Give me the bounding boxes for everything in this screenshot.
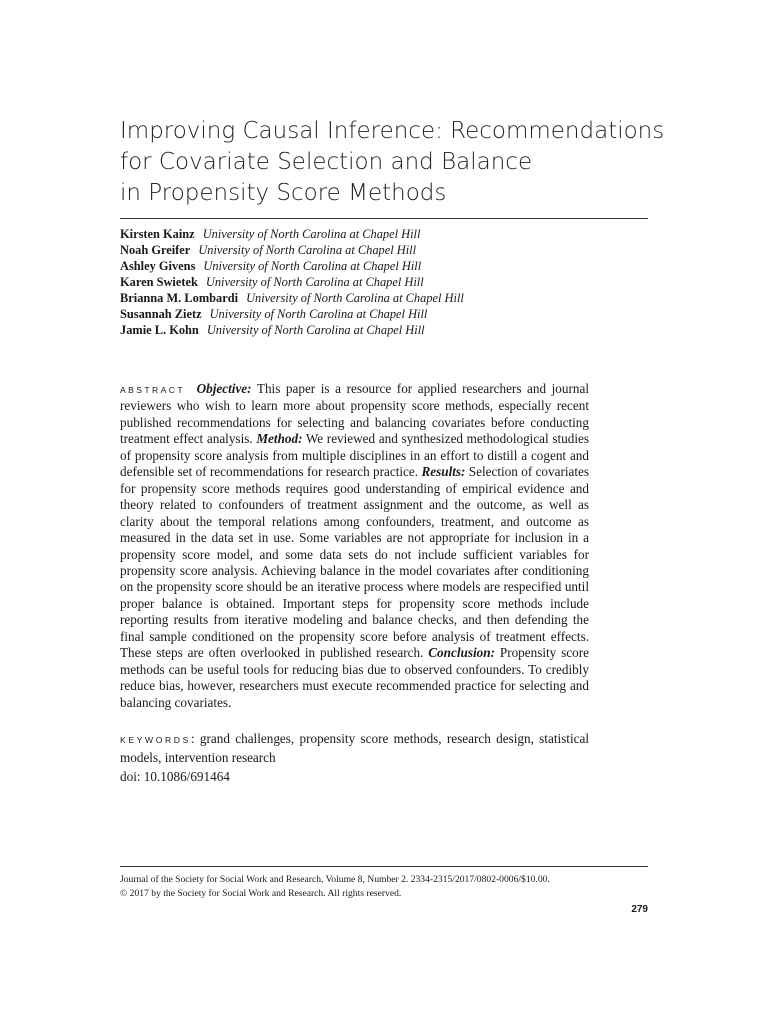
footer-divider — [120, 866, 648, 867]
title-line: for Covariate Selection and Balance — [120, 149, 533, 175]
conclusion-text: Propensity score methods can be useful tools for reducing bias due to observed confounders. To credibly reduce bias, however, researchers must execute recommended practice for selecting and balancing covariates. — [120, 645, 589, 710]
keywords-label: KEYWORDS — [120, 735, 191, 745]
author-name: Noah Greifer — [120, 243, 191, 257]
doi: doi: 10.1086/691464 — [120, 769, 230, 784]
abstract — [120, 381, 589, 711]
title-line: in Propensity Score Methods — [120, 180, 447, 206]
results-text: Selection of covariates for propensity score methods requires good understanding of empirical evidence and theory related to confounders of treatment assignment and the outcome, as well as clarity about the temporal relations among confounders, treatment, and outcome as measured in the data set in use. Some variables are not appropriate for inclusion in a propensity score model, and some data sets do not include sufficient variables for propensity score analysis. Achieving balance in the model covariates after conditioning on the propensity score should be an iterative process where models are respecified until proper balance is obtained. Important steps for propensity score methods include reporting results from iterative modeling and balance checks, and then defending the final sample conditioned on the propensity score before analysis of treatment effects. These steps are often overlooked in published research. — [120, 464, 590, 661]
results-label: Results: — [421, 464, 466, 480]
objective-text: This paper is a resource for applied researchers and journal reviewers who wish to learn more about propensity score methods, especially recent published recommendations for selecting and balancing covariates before conducting treatment effect analysis. — [120, 381, 589, 447]
journal-info: Journal of the Society for Social Work and Research, Volume 8, Number 2. 2334-2315/2017/0802-0006/$10.00. — [120, 874, 550, 885]
author-entry — [120, 306, 648, 322]
author-entry — [120, 274, 648, 290]
author-affiliation: University of North Carolina at Chapel Hill — [203, 259, 422, 273]
author-name: Kirsten Kainz — [120, 227, 195, 241]
conclusion-label: Conclusion: — [428, 645, 495, 661]
author-entry — [120, 258, 648, 274]
author-list — [120, 226, 648, 338]
author-name: Ashley Givens — [120, 259, 196, 273]
author-affiliation: University of North Carolina at Chapel Hill — [198, 243, 417, 257]
author-entry — [120, 322, 648, 338]
author-entry — [120, 242, 648, 258]
page-number: 279 — [631, 904, 648, 915]
title-divider — [120, 218, 648, 219]
keywords — [120, 730, 589, 766]
author-name: Brianna M. Lombardi — [120, 291, 239, 305]
article-title — [120, 116, 665, 209]
method-label: Method: — [256, 431, 303, 447]
author-affiliation: University of North Carolina at Chapel Hill — [246, 291, 464, 305]
author-name: Karen Swietek — [120, 275, 198, 289]
keywords-text: : grand challenges, propensity score methods, research design, statistical models, intervention research — [120, 731, 589, 765]
method-text: We reviewed and synthesized methodological studies of propensity score analysis from multiple disciplines in an effort to distill a cogent and defensible set of recommendations for research practice. — [120, 431, 589, 480]
author-name: Susannah Zietz — [120, 307, 202, 321]
copyright-notice: © 2017 by the Society for Social Work and Research. All rights reserved. — [120, 888, 402, 899]
journal-footer — [120, 873, 648, 901]
author-affiliation: University of North Carolina at Chapel Hill — [209, 307, 428, 321]
author-affiliation: University of North Carolina at Chapel Hill — [202, 227, 421, 241]
author-entry — [120, 226, 648, 242]
objective-label: Objective: — [196, 381, 252, 396]
title-line: Improving Causal Inference: Recommendations — [120, 118, 665, 144]
author-affiliation: University of North Carolina at Chapel Hill — [205, 275, 424, 289]
abstract-label: ABSTRACT — [120, 385, 186, 395]
author-entry — [120, 290, 648, 306]
author-name: Jamie L. Kohn — [120, 323, 199, 337]
author-affiliation: University of North Carolina at Chapel Hill — [206, 323, 425, 337]
